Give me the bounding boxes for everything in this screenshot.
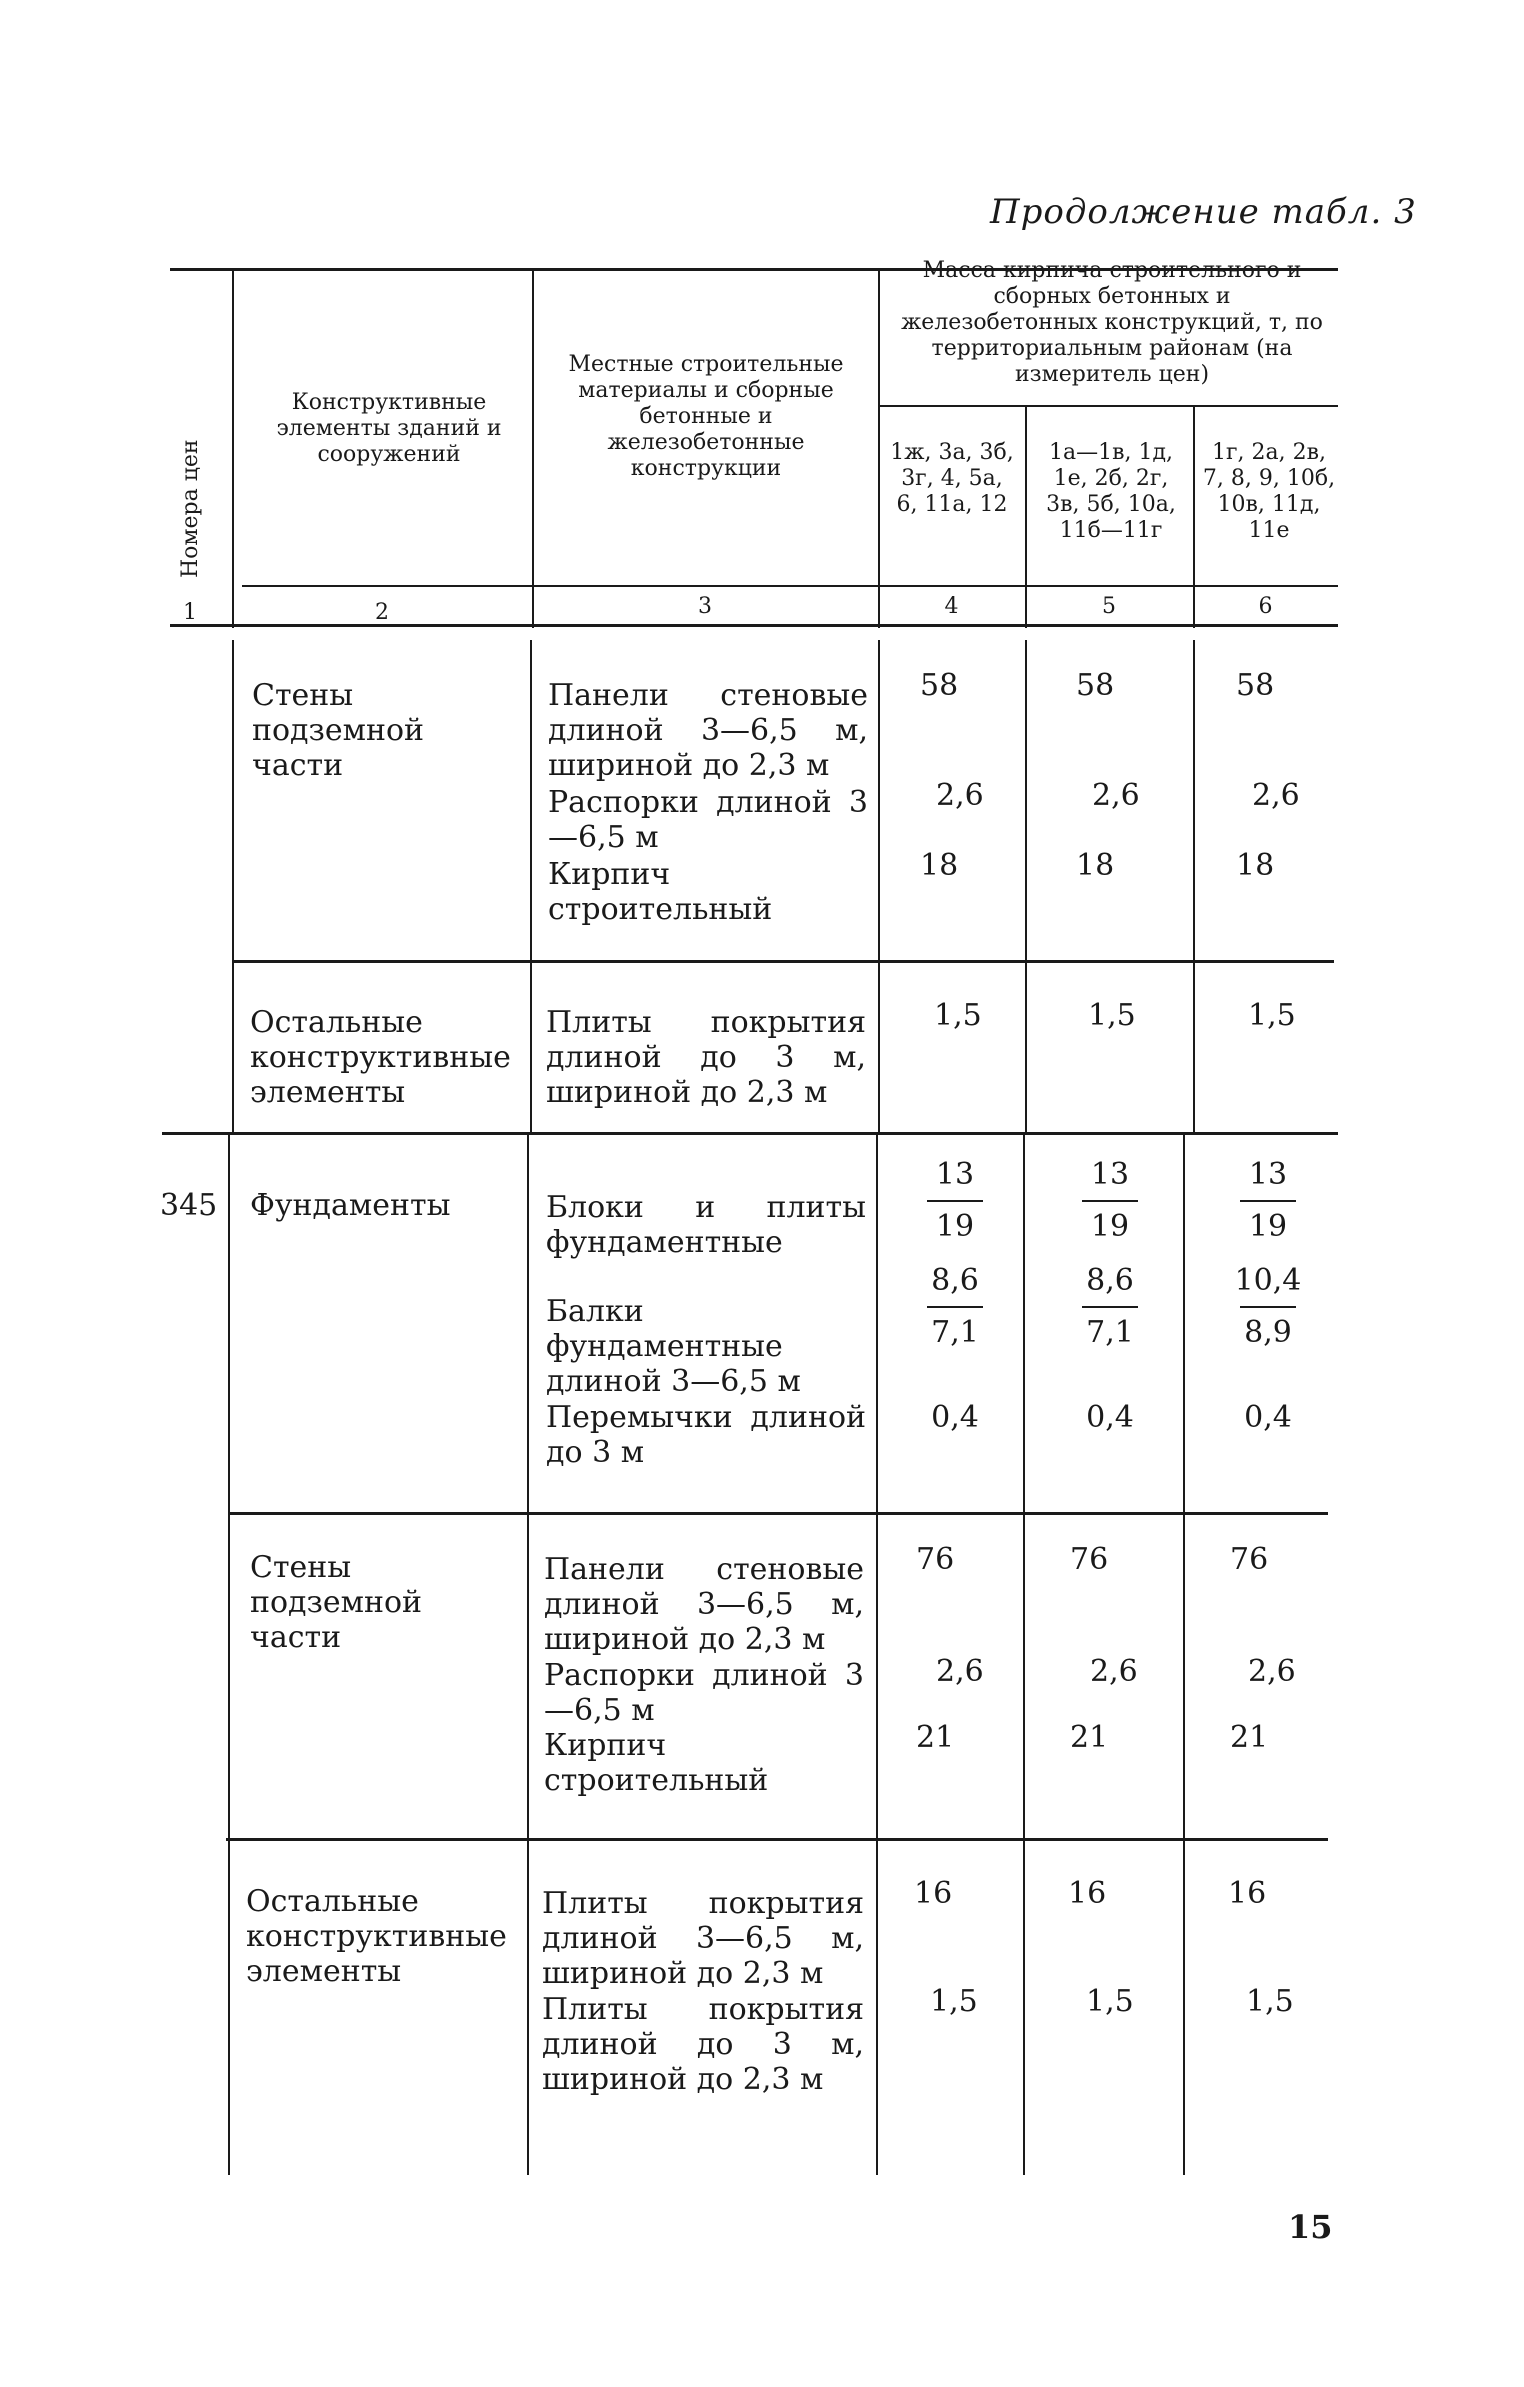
secB-r3-i2-v6: 1,5 <box>1246 1984 1294 2019</box>
header-col5: 1а—1в, 1д, 1е, 2б, 2г, 3в, 5б, 10а, 11б—11г <box>1046 440 1176 543</box>
numerator: 8,6 <box>1086 1263 1134 1298</box>
numerator: 13 <box>1248 1157 1288 1192</box>
secA-vline-4 <box>1025 640 1027 1132</box>
header-col3: Местные строительные материалы и сборные бетонные и железобетонные конструкции <box>568 352 844 481</box>
colnum-1: 1 <box>183 600 197 625</box>
header-bottom-rule <box>242 585 1338 587</box>
secB-row3-item2-material: Плиты покрытия длиной до 3 м, шириной до 2,3 м <box>542 1992 864 2097</box>
secB-r1-i2-v4-fraction <box>880 1264 1030 1350</box>
secB-r1-i2-v6-fraction <box>1193 1264 1343 1350</box>
secA-r1-i2-v4: 2,6 <box>936 778 984 813</box>
secA-row1-item1-material: Панели стеновые длиной 3—6,5 м, шириной до 2,3 м <box>548 678 868 783</box>
secA-r2-i1-v4: 1,5 <box>934 998 982 1033</box>
secA-r1-i1-v5: 58 <box>1076 668 1115 703</box>
secB-r1-i2-v5-fraction <box>1035 1264 1185 1350</box>
secB-row1-item2-material: Балки фундаментные длиной 3—6,5 м <box>546 1294 801 1399</box>
secB-row1-item1-material: Блоки и плиты фундаментные <box>546 1190 866 1260</box>
secB-row1-item3-material: Перемычки длиной до 3 м <box>546 1400 866 1470</box>
secB-r2-i3-v5: 21 <box>1070 1720 1109 1755</box>
secA-r2-i1-v6: 1,5 <box>1248 998 1296 1033</box>
header-col6: 1г, 2а, 2в, 7, 8, 9, 10б, 10в, 11д, 11е <box>1202 440 1336 543</box>
secB-r2-i3-v6: 21 <box>1230 1720 1269 1755</box>
secB-row2-element: Стены подземной части <box>250 1550 423 1655</box>
numerator: 13 <box>1090 1157 1130 1192</box>
secB-row2-item1-material: Панели стеновые длиной 3—6,5 м, шириной до 2,3 м <box>544 1552 864 1657</box>
secB-row2-item2-material: Распорки длиной 3—6,5 м <box>544 1658 864 1728</box>
secA-r1-i1-v4: 58 <box>920 668 959 703</box>
page-number: 15 <box>1288 2208 1333 2246</box>
denominator: 19 <box>1248 1209 1288 1244</box>
secA-vline-2 <box>530 640 532 1132</box>
colnum-4: 4 <box>944 594 959 619</box>
secB-top-rule <box>162 1132 1338 1135</box>
secB-r1-i1-v5-fraction <box>1035 1158 1185 1244</box>
secA-r1-i3-v4: 18 <box>920 848 959 883</box>
secA-vline-3 <box>878 640 880 1132</box>
colnum-3: 3 <box>698 594 712 619</box>
secA-r2-i1-v5: 1,5 <box>1088 998 1136 1033</box>
secB-r2-i2-v5: 2,6 <box>1090 1654 1138 1689</box>
secA-row2-item1-material: Плиты покрытия длиной до 3 м, шириной до 2,3 м <box>546 1005 866 1110</box>
group-header-rule <box>880 405 1338 407</box>
secB-row1-element: Фундаменты <box>250 1188 451 1223</box>
numerator: 8,6 <box>931 1263 979 1298</box>
secB-r1-i1-v6-fraction <box>1193 1158 1343 1244</box>
denominator: 19 <box>1090 1209 1130 1244</box>
secA-row2-element: Остальные конструктивные элементы <box>250 1005 511 1110</box>
secA-row-rule <box>232 960 1334 963</box>
denominator: 8,9 <box>1244 1315 1292 1350</box>
secB-r2-i2-v6: 2,6 <box>1248 1654 1296 1689</box>
secB-vline-2 <box>527 1135 529 2175</box>
secB-price-number: 345 <box>160 1188 218 1223</box>
secB-r2-i3-v4: 21 <box>916 1720 955 1755</box>
secB-row2-item3-material: Кирпич строительный <box>544 1728 769 1798</box>
table-caption: Продолжение табл. 3 <box>990 192 1417 232</box>
fraction-bar <box>1240 1200 1296 1202</box>
secB-r1-i3-v5: 0,4 <box>1086 1400 1134 1435</box>
secB-row1-rule <box>228 1512 1328 1515</box>
fraction-bar <box>1082 1200 1138 1202</box>
secB-vline-1 <box>228 1135 230 2175</box>
secA-r1-i1-v6: 58 <box>1236 668 1275 703</box>
header-vline-1 <box>232 270 234 628</box>
fraction-bar <box>1240 1306 1296 1308</box>
secB-r2-i1-v5: 76 <box>1070 1542 1109 1577</box>
secA-vline-1 <box>232 640 234 1132</box>
secB-r2-i1-v6: 76 <box>1230 1542 1269 1577</box>
denominator: 19 <box>935 1209 975 1244</box>
secB-r3-i1-v5: 16 <box>1068 1876 1107 1911</box>
secB-row3-element: Остальные конструктивные элементы <box>246 1884 507 1989</box>
colnum-2: 2 <box>375 600 389 625</box>
header-group: Масса кирпича строительного и сборных бетонных и железобетонных конструкций, т, по территориальным районам (на измеритель цен) <box>901 258 1323 387</box>
numerator: 10,4 <box>1234 1263 1302 1298</box>
secB-r2-i1-v4: 76 <box>916 1542 955 1577</box>
fraction-bar <box>1082 1306 1138 1308</box>
denominator: 7,1 <box>931 1315 979 1350</box>
secA-r1-i3-v5: 18 <box>1076 848 1115 883</box>
secB-r2-i2-v4: 2,6 <box>936 1654 984 1689</box>
secA-r1-i3-v6: 18 <box>1236 848 1275 883</box>
header-col2: Конструктивные элементы зданий и сооружений <box>276 390 502 467</box>
secA-r1-i2-v6: 2,6 <box>1252 778 1300 813</box>
header-vline-3 <box>878 270 880 628</box>
colnum-6: 6 <box>1258 594 1273 619</box>
header-col4: 1ж, 3а, 3б, 3г, 4, 5а, 6, 11а, 12 <box>890 440 1014 517</box>
secB-r3-i2-v5: 1,5 <box>1086 1984 1134 2019</box>
secB-row2-rule <box>226 1838 1328 1841</box>
fraction-bar <box>927 1200 983 1202</box>
secB-r3-i1-v4: 16 <box>914 1876 953 1911</box>
secA-vline-5 <box>1193 640 1195 1132</box>
header-vline-2 <box>532 270 534 628</box>
secA-r1-i2-v5: 2,6 <box>1092 778 1140 813</box>
secB-r1-i3-v4: 0,4 <box>931 1400 979 1435</box>
secB-r3-i2-v4: 1,5 <box>930 1984 978 2019</box>
secB-row3-item1-material: Плиты покрытия длиной 3—6,5 м, шириной до 2,3 м <box>542 1886 864 1991</box>
header-col1: Номера цен <box>178 439 203 578</box>
numerator: 13 <box>935 1157 975 1192</box>
secA-row1-item3-material: Кирпич строительный <box>548 857 773 927</box>
colnum-5: 5 <box>1102 594 1116 619</box>
secB-r3-i1-v6: 16 <box>1228 1876 1267 1911</box>
secA-row1-item2-material: Распорки длиной 3—6,5 м <box>548 785 868 855</box>
secB-r1-i3-v6: 0,4 <box>1244 1400 1292 1435</box>
secB-r1-i1-v4-fraction <box>880 1158 1030 1244</box>
denominator: 7,1 <box>1086 1315 1134 1350</box>
secA-row1-element: Стены подземной части <box>252 678 425 783</box>
fraction-bar <box>927 1306 983 1308</box>
